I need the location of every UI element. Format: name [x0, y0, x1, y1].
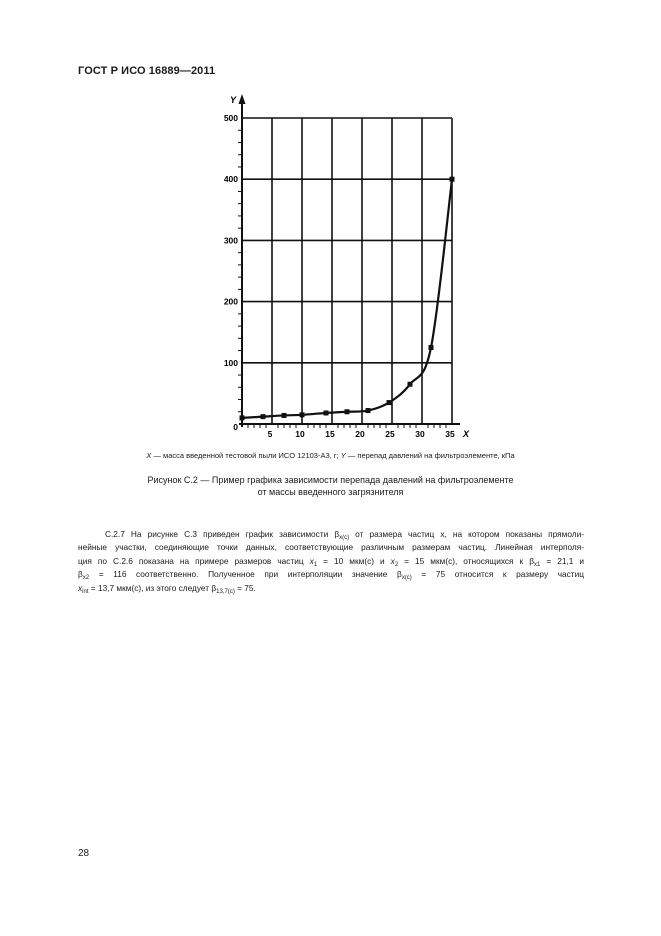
legend-x-text: — масса введенной тестовой пыли ИСО 12103-А3, г;: [151, 451, 341, 460]
paragraph-line-2: нейные участки, соединяющие точки данных, соответствующие различным размерам частиц. Линейная интерполя-: [78, 542, 584, 553]
text-run: = 116 соответственно. Полученное при интерполяции значение β: [89, 569, 402, 580]
data-point: [324, 410, 329, 415]
subscript: 2: [394, 561, 399, 568]
subscript: x1: [533, 561, 541, 568]
data-point: [282, 413, 287, 418]
y-tick-label: 100: [223, 357, 238, 368]
data-point: [345, 409, 350, 414]
data-point: [366, 408, 371, 413]
paragraph-line-1: [78, 528, 584, 541]
subscript: 13,7(c): [216, 588, 235, 595]
chart-labels: [224, 95, 470, 439]
x-tick-label: 35: [445, 429, 455, 439]
text-run: = 75.: [234, 582, 256, 593]
y-tick-label: 400: [223, 174, 238, 185]
legend-y-text: — перепад давлений на фильтроэлементе, кПа: [345, 451, 515, 460]
data-point: [450, 177, 455, 182]
caption-line-1: Рисунок С.2 — Пример графика зависимости перепада давлений на фильтроэлементе: [147, 475, 514, 485]
chart-grid: [242, 118, 452, 424]
text-run: от размера частиц x, на котором показаны прямоли-: [349, 529, 584, 539]
subscript: int: [82, 588, 89, 595]
text-run: = 75 относится к размеру частиц: [411, 569, 584, 580]
subscript: x(c): [339, 535, 350, 541]
paragraph-line-3: [78, 555, 584, 568]
text-run: = 15 мкм(с), относящихся к β: [398, 555, 534, 566]
paragraph-line-4: [78, 568, 584, 581]
variable: x: [390, 555, 395, 566]
chart-legend: [0, 451, 661, 460]
data-point: [408, 382, 413, 387]
subscript: x(c): [401, 575, 412, 582]
chart-ticks: [238, 130, 446, 428]
text-run: = 10 мкм(с) и: [317, 555, 391, 566]
text-run: ция по С.2.6 показана на примере размеров частиц: [78, 555, 310, 566]
data-point: [240, 415, 245, 420]
y-axis-arrow: [239, 94, 246, 104]
x-tick-label: 30: [415, 429, 425, 439]
x-tick-label: 15: [325, 429, 335, 439]
data-point: [300, 412, 305, 417]
subscript: x2: [82, 575, 90, 582]
text-run: = 13,7 мкм(с), из этого следует β: [88, 582, 217, 593]
y-axis-label: Y: [229, 95, 237, 105]
variable: x: [309, 555, 314, 566]
text-run: С.2.7 На рисунке С.3 приведен график зависимости β: [105, 529, 340, 539]
data-point: [261, 414, 266, 419]
figure-caption: [0, 474, 661, 498]
origin-label: 0: [233, 422, 238, 432]
document-header: ГОСТ Р ИСО 16889—2011: [78, 65, 216, 77]
body-paragraph: [78, 528, 584, 595]
variable: x: [78, 582, 83, 593]
subscript: 1: [313, 561, 318, 568]
paragraph-line-5: [78, 582, 584, 595]
y-tick-label: 500: [223, 113, 238, 123]
text-run: = 21,1 и: [540, 555, 585, 566]
x-tick-label: 25: [385, 429, 395, 439]
caption-line-2: от массы введенного загрязнителя: [257, 487, 404, 497]
legend-x-letter: X: [146, 451, 152, 460]
x-axis-label: X: [462, 429, 470, 439]
series-line: [242, 179, 452, 418]
page-number: 28: [78, 848, 90, 859]
legend-y-letter: Y: [340, 451, 346, 460]
data-point: [387, 400, 392, 405]
text-run: β: [78, 569, 83, 580]
y-tick-label: 200: [223, 296, 238, 307]
x-tick-label: 5: [267, 429, 273, 439]
data-point: [429, 345, 434, 350]
x-tick-label: 10: [295, 429, 305, 439]
y-tick-label: 300: [223, 235, 238, 246]
pressure-drop-chart: [0, 0, 661, 450]
x-tick-label: 20: [355, 429, 365, 439]
